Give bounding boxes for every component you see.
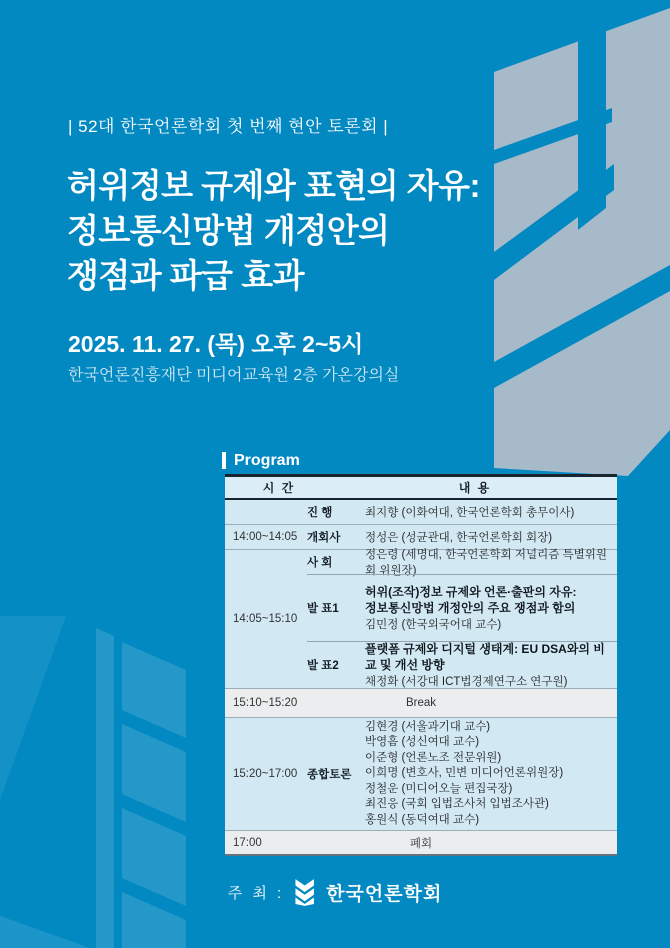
role-cell: 개회사 <box>307 532 341 544</box>
subrow-talk2 <box>307 641 617 688</box>
table-row-break <box>225 689 617 718</box>
event-title-line1: 허위정보 규제와 표현의 자유: <box>67 167 481 204</box>
event-title-line3: 쟁점과 파급 효과 <box>67 257 304 294</box>
deco-top-right <box>494 0 670 476</box>
role-cell: 진 행 <box>307 507 333 519</box>
content-cell: 최지향 (이화여대, 한국언론학회 총무이사) <box>365 507 575 519</box>
discussant: 정철운 (미디어오늘 편집국장) <box>365 782 513 795</box>
time-cell: 14:00~14:05 <box>233 531 298 543</box>
column-header-content: 내 용 <box>458 481 492 495</box>
talk1-title-line1: 허위(조작)정보 규제와 언론·출판의 자유: <box>365 584 577 599</box>
host-label: 주 최 : <box>227 884 285 902</box>
table-row-presentations <box>225 550 617 689</box>
deco-bottom-left <box>0 616 186 948</box>
discussant: 최진응 (국회 입법조사처 입법조사관) <box>365 798 549 811</box>
subrow-moderator <box>307 549 617 577</box>
event-datetime: 2025. 11. 27. (목) 오후 2~5시 <box>68 331 364 357</box>
event-venue: 한국언론진흥재단 미디어교육원 2층 가온강의실 <box>68 367 400 384</box>
discussant: 박영흠 (성신여대 교수) <box>365 736 480 749</box>
host-name: 한국언론학회 <box>326 883 443 905</box>
presentation-subrows <box>307 550 617 688</box>
discussant: 이희명 (변호사, 민변 미디어언론위원장) <box>365 767 564 780</box>
program-table <box>225 474 617 856</box>
host-footer <box>228 878 443 906</box>
time-cell: 14:05~15:10 <box>233 613 298 625</box>
subrow-talk1 <box>307 574 617 641</box>
event-title-line2: 정보통신망법 개정안의 <box>67 212 390 249</box>
closing-label: 폐회 <box>409 837 433 850</box>
table-row-facilitator <box>225 500 617 525</box>
content-cell: 정은령 (세명대, 한국언론학회 저널리즘 특별위원회 위원장) <box>365 549 607 577</box>
role-cell: 발 표1 <box>307 603 339 615</box>
discussant: 김현경 (서울과기대 교수) <box>365 721 491 734</box>
talk2-title: 플랫폼 규제와 디지털 생태계: EU DSA와의 비교 및 개선 방향 <box>365 641 605 672</box>
discussant: 홍원식 (동덕여대 교수) <box>365 813 480 826</box>
content-cell <box>359 575 617 641</box>
content-cell: 정성은 (성균관대, 한국언론학회 회장) <box>365 532 553 544</box>
column-header-time: 시 간 <box>262 481 296 495</box>
time-cell: 17:00 <box>233 836 262 849</box>
program-section-label: Program <box>222 452 300 469</box>
discussant: 이준형 (언론노조 전문위원) <box>365 751 502 764</box>
table-row-discussion <box>225 718 617 831</box>
content-cell <box>359 642 617 688</box>
time-cell: 15:10~15:20 <box>233 697 298 709</box>
break-label: Break <box>405 697 437 709</box>
table-row-closing <box>225 831 617 856</box>
role-cell: 사 회 <box>307 557 333 569</box>
role-cell: 종합토론 <box>307 769 352 781</box>
kcs-logo-icon <box>293 878 317 906</box>
talk1-title-line2: 정보통신망법 개정안의 주요 쟁점과 함의 <box>365 600 576 615</box>
content-cell <box>359 718 617 830</box>
talk1-speaker: 김민정 (한국외국어대 교수) <box>365 618 502 631</box>
event-series-badge: | 52대 한국언론학회 첫 번째 현안 토론회 | <box>68 117 389 136</box>
talk2-speaker: 채정화 (서강대 ICT법경제연구소 연구원) <box>365 675 568 688</box>
time-cell <box>225 500 307 524</box>
time-cell: 15:20~17:00 <box>233 768 298 780</box>
program-table-header <box>225 474 617 500</box>
role-cell: 발 표2 <box>307 660 339 672</box>
event-title <box>67 163 480 298</box>
